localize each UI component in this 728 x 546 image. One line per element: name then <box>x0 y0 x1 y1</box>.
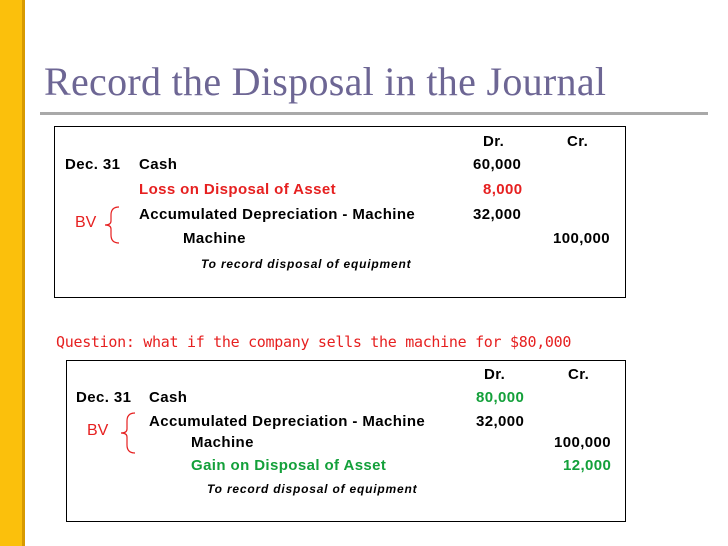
header-dr: Dr. <box>484 366 506 383</box>
page-title: Record the Disposal in the Journal <box>44 59 607 104</box>
account-accumulated-depreciation: Accumulated Depreciation - Machine <box>149 413 426 430</box>
debit-accumulated-depreciation: 32,000 <box>476 413 525 430</box>
debit-loss: 8,000 <box>483 181 523 198</box>
left-accent-edge <box>22 0 25 546</box>
credit-machine: 100,000 <box>553 230 611 247</box>
account-machine: Machine <box>191 434 254 451</box>
account-accumulated-depreciation: Accumulated Depreciation - Machine <box>139 206 416 223</box>
left-accent-bar <box>0 0 22 546</box>
entry-memo: To record disposal of equipment <box>201 257 412 271</box>
journal-entry-2 <box>66 360 626 522</box>
header-cr: Cr. <box>567 133 589 150</box>
account-loss-on-disposal: Loss on Disposal of Asset <box>139 181 336 198</box>
entry-date: Dec. 31 <box>65 156 121 173</box>
account-gain-on-disposal: Gain on Disposal of Asset <box>191 457 387 474</box>
entry-memo: To record disposal of equipment <box>207 482 418 496</box>
header-dr: Dr. <box>483 133 505 150</box>
title-divider <box>40 112 708 115</box>
credit-gain: 12,000 <box>563 457 612 474</box>
account-machine: Machine <box>183 230 246 247</box>
debit-cash: 80,000 <box>476 389 525 406</box>
credit-machine: 100,000 <box>554 434 612 451</box>
entry-date: Dec. 31 <box>76 389 132 406</box>
bv-bracket <box>113 411 143 455</box>
debit-cash: 60,000 <box>473 156 522 173</box>
header-cr: Cr. <box>568 366 590 383</box>
bv-label: BV <box>75 214 97 231</box>
debit-accumulated-depreciation: 32,000 <box>473 206 522 223</box>
bv-label: BV <box>87 422 109 439</box>
bv-bracket <box>99 205 129 245</box>
question-text: Question: what if the company sells the machine for $80,000 <box>56 333 572 351</box>
journal-entry-1 <box>54 126 626 298</box>
account-cash: Cash <box>149 389 188 406</box>
account-cash: Cash <box>139 156 178 173</box>
